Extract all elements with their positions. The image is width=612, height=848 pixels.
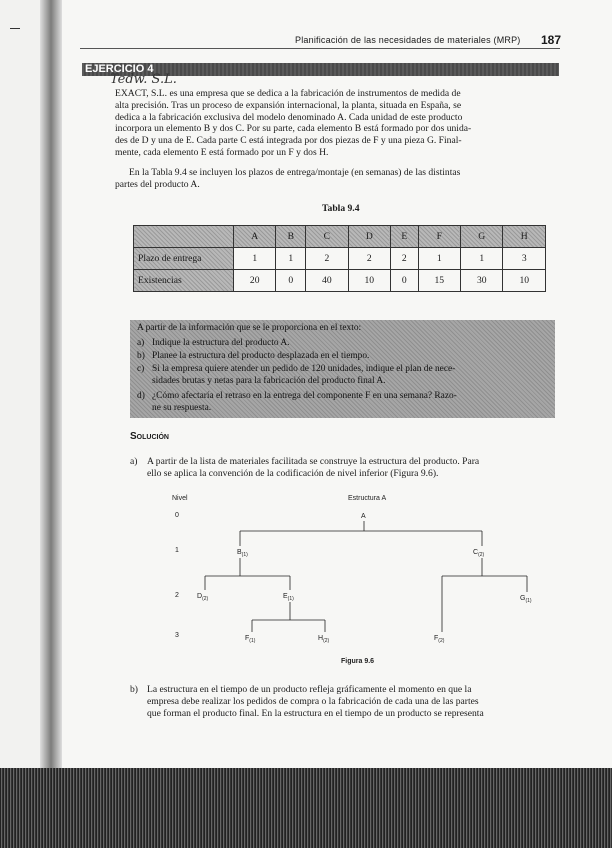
table-cell: 30 bbox=[461, 270, 503, 292]
text-line: empresa debe realizar los pedidos de compra o la fabricación de cada una de las partes bbox=[147, 695, 479, 707]
question-d-line-1: ¿Cómo afectaría el retraso en la entrega del componente F en una semana? Razo- bbox=[152, 391, 457, 401]
question-letter: a) bbox=[137, 338, 145, 348]
handwritten-note: Tedw. S.L. bbox=[110, 72, 177, 87]
question-letter: c) bbox=[137, 364, 145, 374]
text-line: A partir de la lista de materiales facilitada se construye la estructura del producto. Para bbox=[147, 456, 480, 467]
column-header: B bbox=[276, 226, 306, 248]
table-cell: 15 bbox=[418, 270, 460, 292]
column-header: A bbox=[234, 226, 276, 248]
text-line: En la Tabla 9.4 se incluyen los plazos de entrega/montaje (en semanas) de las distintas bbox=[129, 167, 461, 178]
table-cell: 20 bbox=[234, 270, 276, 292]
text-line: dedica a la fabricación exclusiva del modelo denominado A. Cada unidad de este producto bbox=[115, 111, 463, 123]
level-number: 2 bbox=[175, 592, 179, 599]
table-cell: 2 bbox=[306, 248, 348, 270]
figure-caption: Figura 9.6 bbox=[341, 658, 375, 665]
tree-node-c: $C_{(2)}$ bbox=[473, 549, 485, 558]
tree-node-b: $B_{(1)}$ bbox=[237, 549, 248, 558]
text-line: des de D y una de E. Cada parte C está integrada por dos piezas de F y una pieza G. Final- bbox=[115, 135, 462, 147]
table-cell: 0 bbox=[391, 270, 419, 292]
tree-node-h: $H_{(2)}$ bbox=[318, 635, 330, 644]
running-header: Planificación de las necesidades de materiales (MRP) bbox=[295, 35, 521, 45]
text-line: que forman el producto final. En la estructura en el tiempo de un producto se representa bbox=[147, 707, 484, 719]
table-cell: 10 bbox=[348, 270, 390, 292]
question-letter: d) bbox=[137, 391, 145, 401]
text-line: La estructura en el tiempo de un producto refleja gráficamente el momento en que la bbox=[147, 684, 472, 695]
table-cell: 1 bbox=[418, 248, 460, 270]
solution-b-text bbox=[147, 684, 559, 719]
table-cell: 0 bbox=[276, 270, 306, 292]
level-number: 1 bbox=[175, 547, 179, 554]
questions-intro: A partir de la información que se le proporciona en el texto: bbox=[137, 323, 362, 333]
column-header: H bbox=[503, 226, 546, 248]
table-cell: 1 bbox=[276, 248, 306, 270]
table-cell: 40 bbox=[306, 270, 348, 292]
tree-node-g: $G_{(1)}$ bbox=[520, 595, 532, 604]
solution-b-letter: b) bbox=[130, 684, 138, 695]
tree-node-e: $E_{(1)}$ bbox=[283, 593, 294, 602]
table-caption: Tabla 9.4 bbox=[322, 203, 360, 214]
text-line: alta precisión. Tras un proceso de expansión internacional, la planta, situada en España, se bbox=[115, 99, 462, 111]
table-cell: 2 bbox=[348, 248, 390, 270]
page-number: 187 bbox=[541, 33, 562, 47]
column-header: D bbox=[348, 226, 390, 248]
question-c-line-1: Si la empresa quiere atender un pedido de 120 unidades, indique el plan de nece- bbox=[152, 364, 456, 374]
solution-a-letter: a) bbox=[130, 456, 138, 467]
column-header: C bbox=[306, 226, 348, 248]
text-line: EXACT, S.L. es una empresa que se dedica a la fabricación de instrumentos de medida de bbox=[115, 88, 461, 99]
column-header: F bbox=[418, 226, 460, 248]
exercise-title: EJERCICIO 4 bbox=[85, 63, 154, 75]
column-header: E bbox=[391, 226, 419, 248]
tree-node-f-under-e: $F_{(1)}$ bbox=[245, 635, 256, 644]
level-number: 0 bbox=[175, 512, 179, 519]
table-cell: 2 bbox=[391, 248, 419, 270]
row-header: Existencias bbox=[134, 270, 234, 292]
table-cell: 1 bbox=[461, 248, 503, 270]
tree-node-f-under-c: $F_{(2)}$ bbox=[434, 635, 445, 644]
question-a: Indique la estructura del producto A. bbox=[152, 338, 290, 348]
tree-connectors bbox=[205, 521, 527, 632]
nivel-label: Nivel bbox=[172, 495, 188, 502]
text-line: incorpora un elemento B y dos C. Por su parte, cada elemento B está formado por dos unida- bbox=[115, 123, 472, 135]
question-c-line-2: sidades brutas y netas para la fabricación del producto final A. bbox=[152, 376, 386, 386]
text-line: mente, cada elemento E está formado por un F y dos H. bbox=[115, 146, 329, 158]
table-cell: 3 bbox=[503, 248, 546, 270]
question-b: Planee la estructura del producto desplazada en el tiempo. bbox=[152, 351, 370, 361]
level-number: 3 bbox=[175, 632, 179, 639]
row-header: Plazo de entrega bbox=[134, 248, 234, 270]
tree-node-d: $D_{(2)}$ bbox=[197, 593, 209, 602]
scan-bottom-strip bbox=[0, 768, 612, 848]
table-cell: 1 bbox=[234, 248, 276, 270]
text-line: partes del producto A. bbox=[115, 178, 200, 190]
tree-node-a: A bbox=[361, 513, 366, 520]
text-line: ello se aplica la convención de la codificación de nivel inferior (Figura 9.6). bbox=[147, 467, 439, 479]
table-cell: 10 bbox=[503, 270, 546, 292]
structure-label: Estructura A bbox=[348, 495, 387, 502]
question-d-line-2: ne su respuesta. bbox=[152, 403, 212, 413]
question-letter: b) bbox=[137, 351, 145, 361]
column-header: G bbox=[461, 226, 503, 248]
solution-title: Solución bbox=[130, 431, 169, 442]
